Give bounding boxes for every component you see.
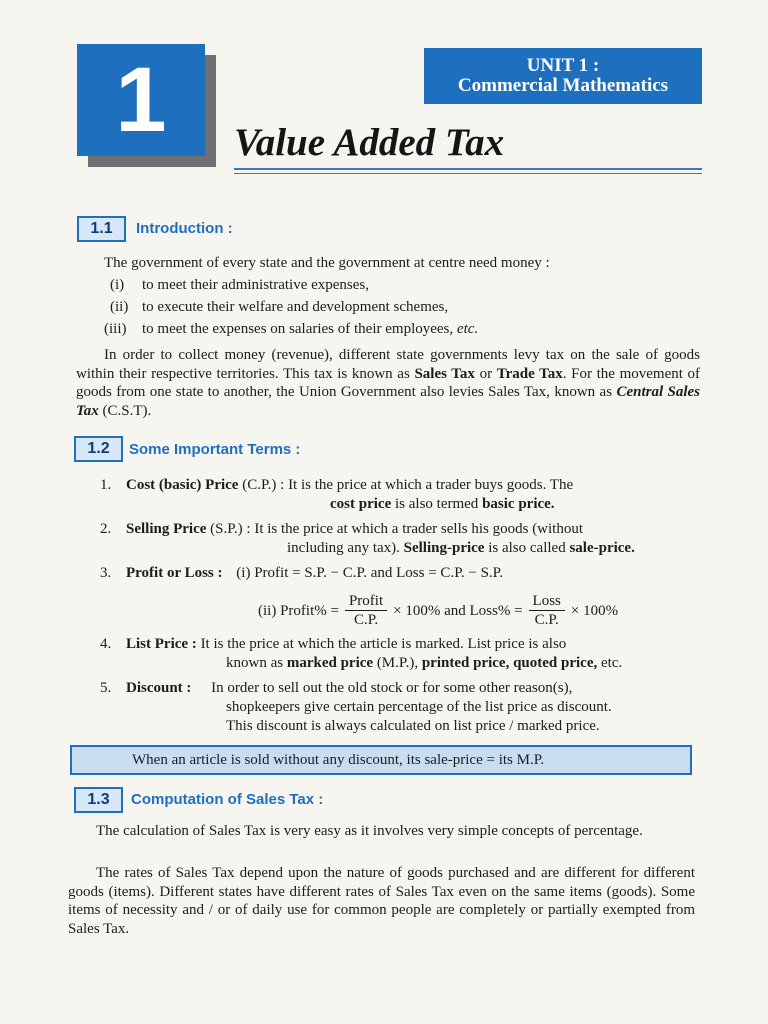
term-num: 3.: [100, 565, 112, 581]
computation-paragraph-2: [68, 864, 695, 938]
page-title: Value Added Tax: [234, 121, 505, 164]
term-def-line2: is also termed: [394, 496, 479, 512]
computation-text-2: The rates of Sales Tax depend upon the nature of goods purchased and are different for different goods (items). Different states have different rates of Sales Tax even on the same items (goods). Some items of necessity and / or of daily use for common people are completely or partially exempted from Sales Tax.: [68, 865, 695, 937]
fraction-denominator: C.P.: [353, 612, 379, 628]
list-item-text: to execute their welfare and development schemes,: [142, 299, 449, 315]
term-cost-price-bold: cost price: [330, 496, 392, 512]
term-discount: [100, 677, 705, 737]
term-def-line2: known as: [226, 655, 284, 671]
term-mp-abbr: (M.P.),: [376, 655, 419, 671]
chapter-number-badge: 1: [77, 44, 205, 156]
section-number-1-3: 1.3: [74, 787, 123, 813]
term-basic-price-bold: basic price.: [482, 496, 555, 512]
intro-cst-abbr: (C.S.T).: [102, 402, 152, 419]
profit-loss-formula-2: [258, 592, 708, 629]
term-num: 1.: [100, 477, 112, 493]
term-def-line2b: is also called: [488, 540, 566, 556]
section-number-1-1: 1.1: [77, 216, 126, 242]
unit-subject: Commercial Mathematics: [457, 75, 669, 96]
intro-paragraph: [76, 346, 700, 420]
fraction-numerator: Profit: [345, 592, 387, 611]
term-sale-price-bold: sale-price.: [569, 540, 635, 556]
term-num: 5.: [100, 680, 112, 696]
profit-loss-formula-1: (i) Profit = S.P. − C.P. and Loss = C.P. − S.P.: [236, 565, 504, 581]
unit-label: UNIT 1 :: [526, 55, 600, 76]
term-num: 4.: [100, 636, 112, 652]
term-abbr: (S.P.) :: [210, 521, 251, 537]
term-def-line1: It is the price at which the article is marked. List price is also: [200, 636, 567, 652]
section-title-introduction: Introduction :: [136, 220, 233, 237]
term-def-line3: This discount is always calculated on list price / marked price.: [226, 718, 600, 734]
intro-para-a: In order to collect money (revenue), different state governments levy tax on the sale of goods within their respective territories. This tax is known as: [76, 347, 700, 382]
intro-para-b: . For the movement of goods from one state to another, the Union Government also levies Sales Tax, known as: [76, 365, 701, 400]
list-item-text: to meet the expenses on salaries of their employees,: [142, 321, 454, 337]
term-trade-tax: Trade Tax: [496, 365, 563, 382]
term-name: Profit or Loss :: [126, 565, 223, 581]
computation-paragraph-1: [68, 822, 695, 841]
term-etc: etc.: [600, 655, 623, 671]
term-name: List Price :: [126, 636, 197, 652]
intro-lead: [76, 254, 700, 273]
term-list-price: [100, 633, 705, 674]
list-item-text: to meet their administrative expenses,: [142, 277, 370, 293]
list-item-tail: etc.: [456, 321, 479, 337]
list-item-num: (ii): [110, 299, 129, 315]
term-def-line1: It is the price at which a trader buys goods. The: [288, 477, 574, 493]
formula-middle: × 100% and Loss% =: [393, 602, 523, 619]
computation-text-1: The calculation of Sales Tax is very easy as it involves very simple concepts of percentage.: [96, 823, 643, 839]
list-item: [110, 274, 700, 296]
term-selling-price-bold: Selling-price: [403, 540, 485, 556]
term-name: Cost (basic) Price: [126, 477, 239, 493]
term-cost-price: [100, 474, 705, 515]
profit-percent-label: (ii) Profit% =: [258, 602, 339, 619]
list-item-num: (i): [110, 277, 125, 293]
term-def-line1: In order to sell out the old stock or for some other reason(s),: [211, 680, 573, 696]
intro-list: [104, 274, 700, 340]
note-box: [70, 745, 692, 775]
term-profit-loss: [100, 562, 705, 584]
term-sales-tax: Sales Tax: [414, 365, 475, 382]
note-text: When an article is sold without any discount, its sale-price = its M.P.: [132, 751, 545, 768]
section-title-computation: Computation of Sales Tax :: [131, 791, 324, 808]
intro-lead-text: The government of every state and the government at centre need money :: [104, 255, 550, 271]
list-item: [110, 296, 700, 318]
term-def-line2: shopkeepers give certain percentage of the list price as discount.: [226, 699, 612, 715]
term-selling-price: [100, 518, 705, 559]
fraction-denominator: C.P.: [534, 612, 559, 628]
term-def-line2: including any tax).: [287, 540, 400, 556]
section-number-1-2: 1.2: [74, 436, 123, 462]
term-def-line1: It is the price at which a trader sells his goods (without: [254, 521, 584, 537]
formula-end: × 100%: [570, 602, 619, 619]
term-abbr: (C.P.) :: [242, 477, 285, 493]
intro-or: or: [479, 365, 493, 382]
title-underline-top: [234, 168, 702, 170]
term-central-sales-tax: Central Sales Tax: [76, 384, 701, 419]
term-printed-quoted-bold: printed price, quoted price,: [421, 655, 598, 671]
section-title-important-terms: Some Important Terms :: [129, 441, 301, 458]
term-name: Selling Price: [126, 521, 207, 537]
list-item: [104, 318, 700, 340]
term-num: 2.: [100, 521, 112, 537]
term-name: Discount :: [126, 680, 192, 696]
title-underline-bottom: [234, 173, 702, 174]
loss-fraction: [529, 592, 565, 629]
profit-fraction: [345, 592, 387, 629]
unit-banner: [424, 48, 702, 104]
term-marked-price-bold: marked price: [286, 655, 374, 671]
list-item-num: (iii): [104, 321, 127, 337]
fraction-numerator: Loss: [529, 592, 565, 611]
